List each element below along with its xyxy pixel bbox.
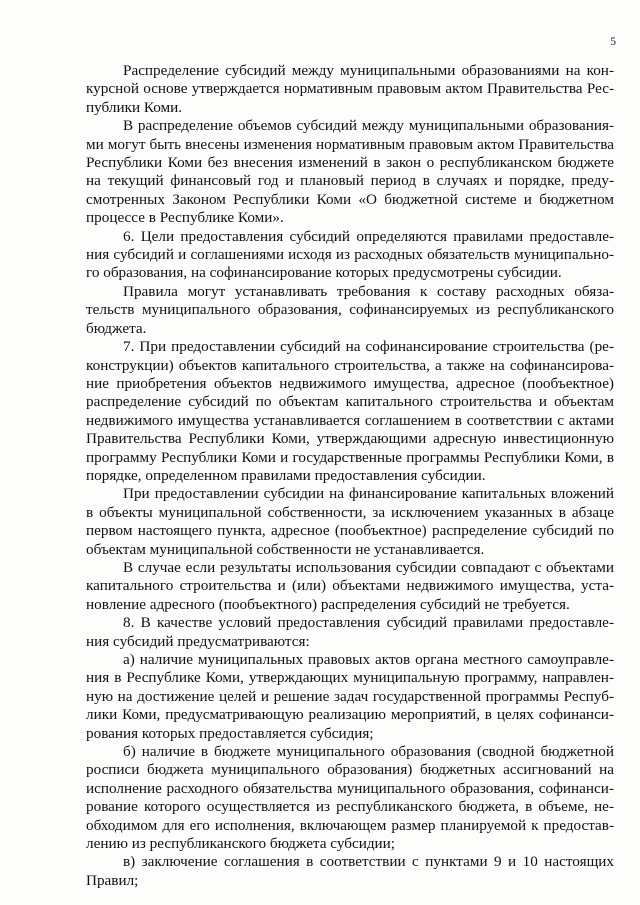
paragraph: а) наличие муниципальных правовых актов органа местного самоуправления в Республике Коми, утверждающих муниципальную программу, направленную на достижение целей и решение задач государственной программы Республики Коми, предусматривающую реализацию мероприятий, в целях софинансирования которых предоставляется субсидия;: [86, 651, 614, 742]
paragraph: 6. Цели предоставления субсидий определяются правилами предоставления субсидий и соглашениями исходя из расходных обязательств муниципального образования, на софинансирование которых предусмотрены субсидии.: [86, 227, 614, 282]
document-body: [86, 62, 614, 890]
page-number: 5: [610, 36, 616, 48]
paragraph: 7. При предоставлении субсидий на софинансирование строительства (реконструкции) объектов капитального строительства, а также на софинансирование приобретения объектов недвижимого имущества, адресное (пообъектное) распределение субсидий по объектам капитального строительства и объектам недвижимого имущества устанавливается соглашением в соответствии с актами Правительства Республики Коми, утверждающими адресную инвестиционную программу Республики Коми и государственные программы Республики Коми, в порядке, определенном правилами предоставления субсидии.: [86, 338, 614, 484]
paragraph: В случае если результаты использования субсидии совпадают с объектами капитального строительства и (или) объектами недвижимого имущества, установление адресного (пообъектного) распределения субсидий не требуется.: [86, 558, 614, 613]
paragraph: 8. В качестве условий предоставления субсидий правилами предоставления субсидий предусматриваются:: [86, 614, 614, 650]
paragraph: в) заключение соглашения в соответствии с пунктами 9 и 10 настоящих Правил;: [86, 853, 614, 889]
paragraph: При предоставлении субсидии на финансирование капитальных вложений в объекты муниципальной собственности, за исключением указанных в абзаце первом настоящего пункта, адресное (пообъектное) распределение субсидий по объектам муниципальной собственности не устанавливается.: [86, 485, 614, 558]
paragraph: Правила могут устанавливать требования к составу расходных обязательств муниципального образования, софинансируемых из республиканского бюджета.: [86, 282, 614, 337]
paragraph: б) наличие в бюджете муниципального образования (сводной бюджетной росписи бюджета муниципального образования) бюджетных ассигнований на исполнение расходного обязательства муниципального образования, софинансирование которого осуществляется из республиканского бюджета, в объеме, необходимом для его исполнения, включающем размер планируемой к предоставлению из республиканского бюджета субсидии;: [86, 743, 614, 853]
paragraph: В распределение объемов субсидий между муниципальными образованиями могут быть внесены изменения нормативным правовым актом Правительства Республики Коми без внесения изменений в закон о республиканском бюджете на текущий финансовый год и плановый период в случаях и порядке, предусмотренных Законом Республики Коми «О бюджетной системе и бюджетном процессе в Республике Коми».: [86, 117, 614, 227]
paragraph: Распределение субсидий между муниципальными образованиями на конкурсной основе утверждается нормативным правовым актом Правительства Республики Коми.: [86, 62, 614, 116]
